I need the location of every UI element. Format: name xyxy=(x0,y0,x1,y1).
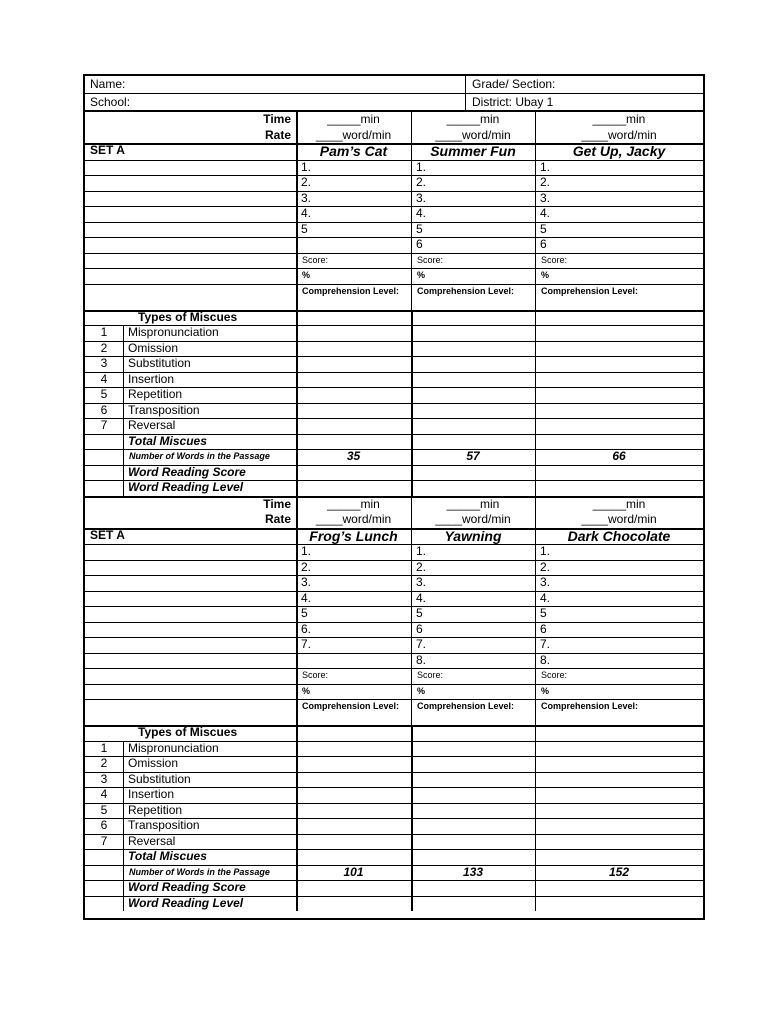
percent-field[interactable]: % xyxy=(302,685,311,696)
question-item[interactable]: 5 xyxy=(301,221,308,236)
miscue-type-label: Substitution xyxy=(128,771,191,786)
miscue-count-cell[interactable] xyxy=(296,772,411,788)
question-item[interactable]: 4. xyxy=(540,590,551,605)
miscue-count-cell[interactable] xyxy=(411,818,535,834)
miscue-count-cell[interactable] xyxy=(535,418,703,434)
rate-input[interactable]: ____word/min xyxy=(581,512,657,526)
miscue-type-label: Transposition xyxy=(128,402,200,417)
word-reading-score-label: Word Reading Score xyxy=(128,464,246,479)
question-item[interactable]: 7. xyxy=(540,637,551,651)
percent-field[interactable]: % xyxy=(302,270,311,280)
school-row xyxy=(85,94,703,110)
comprehension-level-field[interactable]: Comprehension Level: xyxy=(417,285,515,296)
question-item[interactable]: 5 xyxy=(416,606,423,620)
miscue-number: 7 xyxy=(100,418,108,432)
question-item[interactable]: 8. xyxy=(540,652,551,667)
miscue-count-cell[interactable] xyxy=(535,834,703,850)
comprehension-level-field[interactable]: Comprehension Level: xyxy=(302,701,400,711)
school-field[interactable]: School: xyxy=(90,95,131,109)
question-item[interactable]: 8. xyxy=(416,652,427,667)
passage-title: Frog’s Lunch xyxy=(309,528,398,544)
rate-label: Rate xyxy=(264,512,291,526)
miscue-count-cell[interactable] xyxy=(296,756,411,772)
time-input[interactable]: _____min xyxy=(446,112,500,126)
word-reading-level-label: Word Reading Level xyxy=(128,480,244,494)
miscue-count-cell[interactable] xyxy=(535,403,703,419)
comprehension-level-field[interactable]: Comprehension Level: xyxy=(302,285,400,296)
rate-input[interactable]: ____word/min xyxy=(435,127,511,142)
question-item[interactable]: 4. xyxy=(540,206,551,220)
word-count-value: 57 xyxy=(466,449,480,463)
question-item[interactable]: 1. xyxy=(416,159,427,174)
miscue-count-cell[interactable] xyxy=(411,741,535,757)
question-item[interactable]: 3. xyxy=(416,575,427,589)
question-item[interactable]: 4. xyxy=(301,590,312,605)
comprehension-level-field[interactable]: Comprehension Level: xyxy=(417,701,515,711)
miscue-type-label: Transposition xyxy=(128,818,200,832)
miscue-count-cell[interactable] xyxy=(411,341,535,357)
question-item[interactable]: 3. xyxy=(540,190,551,205)
miscue-number: 1 xyxy=(100,325,108,339)
question-item[interactable]: 2. xyxy=(416,559,427,574)
question-item[interactable]: 1. xyxy=(301,159,312,174)
miscue-count-cell[interactable] xyxy=(411,356,535,372)
district-field: District: Ubay 1 xyxy=(472,95,554,109)
question-item[interactable]: 2. xyxy=(301,175,312,189)
miscue-count-cell[interactable] xyxy=(411,418,535,434)
question-item[interactable]: 2. xyxy=(540,175,551,189)
time-label: Time xyxy=(263,496,291,511)
passage-title: Summer Fun xyxy=(430,144,516,159)
rate-label: Rate xyxy=(264,127,291,142)
miscue-number: 5 xyxy=(100,387,108,401)
miscue-count-cell[interactable] xyxy=(296,356,411,372)
total-miscues-label: Total Miscues xyxy=(128,849,207,863)
miscue-number: 3 xyxy=(100,356,108,370)
miscue-count-cell[interactable] xyxy=(411,772,535,788)
miscue-count-cell[interactable] xyxy=(535,356,703,372)
miscue-number: 6 xyxy=(100,402,108,417)
passage-title: Yawning xyxy=(444,528,502,544)
miscue-type-label: Omission xyxy=(128,340,179,355)
miscue-type-label: Insertion xyxy=(128,371,175,386)
miscue-number: 5 xyxy=(100,802,108,817)
miscue-count-cell[interactable] xyxy=(535,803,703,819)
miscue-type-label: Reversal xyxy=(128,418,176,432)
miscue-count-cell[interactable] xyxy=(296,803,411,819)
question-item[interactable]: 3. xyxy=(416,190,427,205)
number-of-words-label: Number of Words in the Passage xyxy=(129,866,270,877)
miscue-count-cell[interactable] xyxy=(411,325,535,341)
miscue-count-cell[interactable] xyxy=(535,787,703,803)
total-miscues-label: Total Miscues xyxy=(128,433,207,448)
passage-title: Dark Chocolate xyxy=(567,528,671,544)
word-count-value: 101 xyxy=(343,864,364,879)
comprehension-level-field[interactable]: Comprehension Level: xyxy=(541,285,639,296)
time-label: Time xyxy=(263,112,291,126)
question-item[interactable]: 5 xyxy=(540,221,547,236)
miscue-type-label: Mispronunciation xyxy=(128,740,219,755)
question-item[interactable]: 3. xyxy=(540,575,551,589)
question-item[interactable]: 5 xyxy=(301,606,308,620)
miscue-count-cell[interactable] xyxy=(535,387,703,403)
miscue-count-cell[interactable] xyxy=(535,818,703,834)
miscue-count-cell[interactable] xyxy=(296,403,411,419)
percent-field[interactable]: % xyxy=(417,270,426,280)
word-count-value: 66 xyxy=(612,449,626,463)
question-item[interactable]: 6 xyxy=(540,621,547,636)
miscue-count-cell[interactable] xyxy=(535,756,703,772)
question-item[interactable]: 2. xyxy=(416,175,427,189)
miscue-count-cell[interactable] xyxy=(411,787,535,803)
reading-assessment-form xyxy=(83,74,705,920)
set-label: SET A xyxy=(90,527,125,542)
word-count-value: 35 xyxy=(346,449,361,463)
question-item[interactable]: 2. xyxy=(301,559,312,574)
miscue-number: 4 xyxy=(100,371,108,386)
miscue-type-label: Insertion xyxy=(128,787,175,801)
question-item[interactable]: 4. xyxy=(416,590,427,605)
word-count-value: 133 xyxy=(462,864,484,879)
question-item[interactable]: 2. xyxy=(540,559,551,574)
miscue-count-cell[interactable] xyxy=(296,341,411,357)
rate-input[interactable]: ____word/min xyxy=(581,127,657,142)
question-item[interactable]: 7. xyxy=(301,637,312,651)
question-item[interactable]: 1. xyxy=(416,544,427,558)
question-item[interactable]: 1. xyxy=(540,544,551,558)
miscue-type-label: Omission xyxy=(128,756,179,770)
question-item[interactable]: 1. xyxy=(540,159,551,174)
miscue-number: 2 xyxy=(100,340,108,355)
miscue-number: 1 xyxy=(100,740,108,755)
word-reading-score-label: Word Reading Score xyxy=(128,880,246,894)
time-input[interactable]: _____min xyxy=(327,112,380,126)
miscues-title: Types of Miscues xyxy=(138,309,238,324)
grade-section-field[interactable]: Grade/ Section: xyxy=(472,77,556,91)
miscue-count-cell[interactable] xyxy=(535,372,703,388)
question-item[interactable] xyxy=(296,237,411,253)
miscue-type-label: Repetition xyxy=(128,387,183,401)
word-reading-level-label: Word Reading Level xyxy=(128,895,244,910)
miscue-number: 7 xyxy=(100,833,108,848)
question-item[interactable]: 3. xyxy=(301,190,312,205)
miscue-count-cell[interactable] xyxy=(296,818,411,834)
miscue-count-cell[interactable] xyxy=(411,372,535,388)
miscue-number: 2 xyxy=(100,756,108,770)
miscue-type-label: Substitution xyxy=(128,356,191,370)
miscue-count-cell[interactable] xyxy=(296,325,411,341)
question-item[interactable]: 1. xyxy=(301,544,312,558)
time-input[interactable]: _____min xyxy=(446,496,500,511)
score-field[interactable]: Score: xyxy=(302,254,329,265)
miscue-number: 6 xyxy=(100,818,108,832)
question-item[interactable]: 4. xyxy=(301,206,312,220)
question-item[interactable]: 5 xyxy=(540,606,547,620)
miscue-count-cell[interactable] xyxy=(296,418,411,434)
question-item[interactable] xyxy=(296,653,411,669)
passage-title: Pam’s Cat xyxy=(319,144,388,159)
miscue-number: 3 xyxy=(100,771,108,786)
rate-input[interactable]: ____word/min xyxy=(315,127,392,142)
score-field[interactable]: Score: xyxy=(417,670,444,680)
miscue-count-cell[interactable] xyxy=(411,387,535,403)
miscue-type-label: Repetition xyxy=(128,802,183,817)
miscue-count-cell[interactable] xyxy=(296,787,411,803)
question-item[interactable]: 3. xyxy=(301,575,312,589)
time-input[interactable]: _____min xyxy=(327,496,380,511)
time-input[interactable]: _____min xyxy=(592,496,646,511)
miscues-title: Types of Miscues xyxy=(138,725,238,739)
question-item[interactable]: 6. xyxy=(301,621,312,636)
score-field[interactable]: Score: xyxy=(541,670,568,680)
miscue-count-cell[interactable] xyxy=(411,803,535,819)
rate-input[interactable]: ____word/min xyxy=(435,512,511,526)
percent-field[interactable]: % xyxy=(541,685,550,696)
name-field[interactable]: Name: xyxy=(90,77,126,91)
miscue-count-cell[interactable] xyxy=(296,834,411,850)
rate-input[interactable]: ____word/min xyxy=(315,512,392,526)
miscue-count-cell[interactable] xyxy=(411,756,535,772)
miscue-count-cell[interactable] xyxy=(535,772,703,788)
time-input[interactable]: _____min xyxy=(592,112,646,126)
set-label: SET A xyxy=(90,143,125,157)
miscue-number: 4 xyxy=(100,787,108,801)
miscue-type-label: Mispronunciation xyxy=(128,325,219,339)
percent-field[interactable]: % xyxy=(541,270,550,280)
passage-title: Get Up, Jacky xyxy=(572,144,666,159)
miscue-count-cell[interactable] xyxy=(411,834,535,850)
miscue-count-cell[interactable] xyxy=(535,741,703,757)
miscue-count-cell[interactable] xyxy=(411,403,535,419)
miscue-type-label: Reversal xyxy=(128,833,176,848)
miscue-count-cell[interactable] xyxy=(296,387,411,403)
number-of-words-label: Number of Words in the Passage xyxy=(129,451,270,461)
score-field[interactable]: Score: xyxy=(302,670,329,680)
name-row xyxy=(85,76,703,93)
question-item[interactable]: 4. xyxy=(416,206,427,220)
question-item[interactable]: 6 xyxy=(540,237,547,251)
score-field[interactable]: Score: xyxy=(541,254,568,265)
word-count-value: 152 xyxy=(608,864,630,879)
miscue-count-cell[interactable] xyxy=(296,372,411,388)
score-field[interactable]: Score: xyxy=(417,254,444,265)
miscue-count-cell[interactable] xyxy=(535,325,703,341)
miscue-count-cell[interactable] xyxy=(296,741,411,757)
question-item[interactable]: 6 xyxy=(416,621,423,636)
question-item[interactable]: 6 xyxy=(416,237,423,251)
question-item[interactable]: 7. xyxy=(416,637,427,651)
percent-field[interactable]: % xyxy=(417,685,426,696)
comprehension-level-field[interactable]: Comprehension Level: xyxy=(541,701,639,711)
miscue-count-cell[interactable] xyxy=(535,341,703,357)
question-item[interactable]: 5 xyxy=(416,221,423,236)
